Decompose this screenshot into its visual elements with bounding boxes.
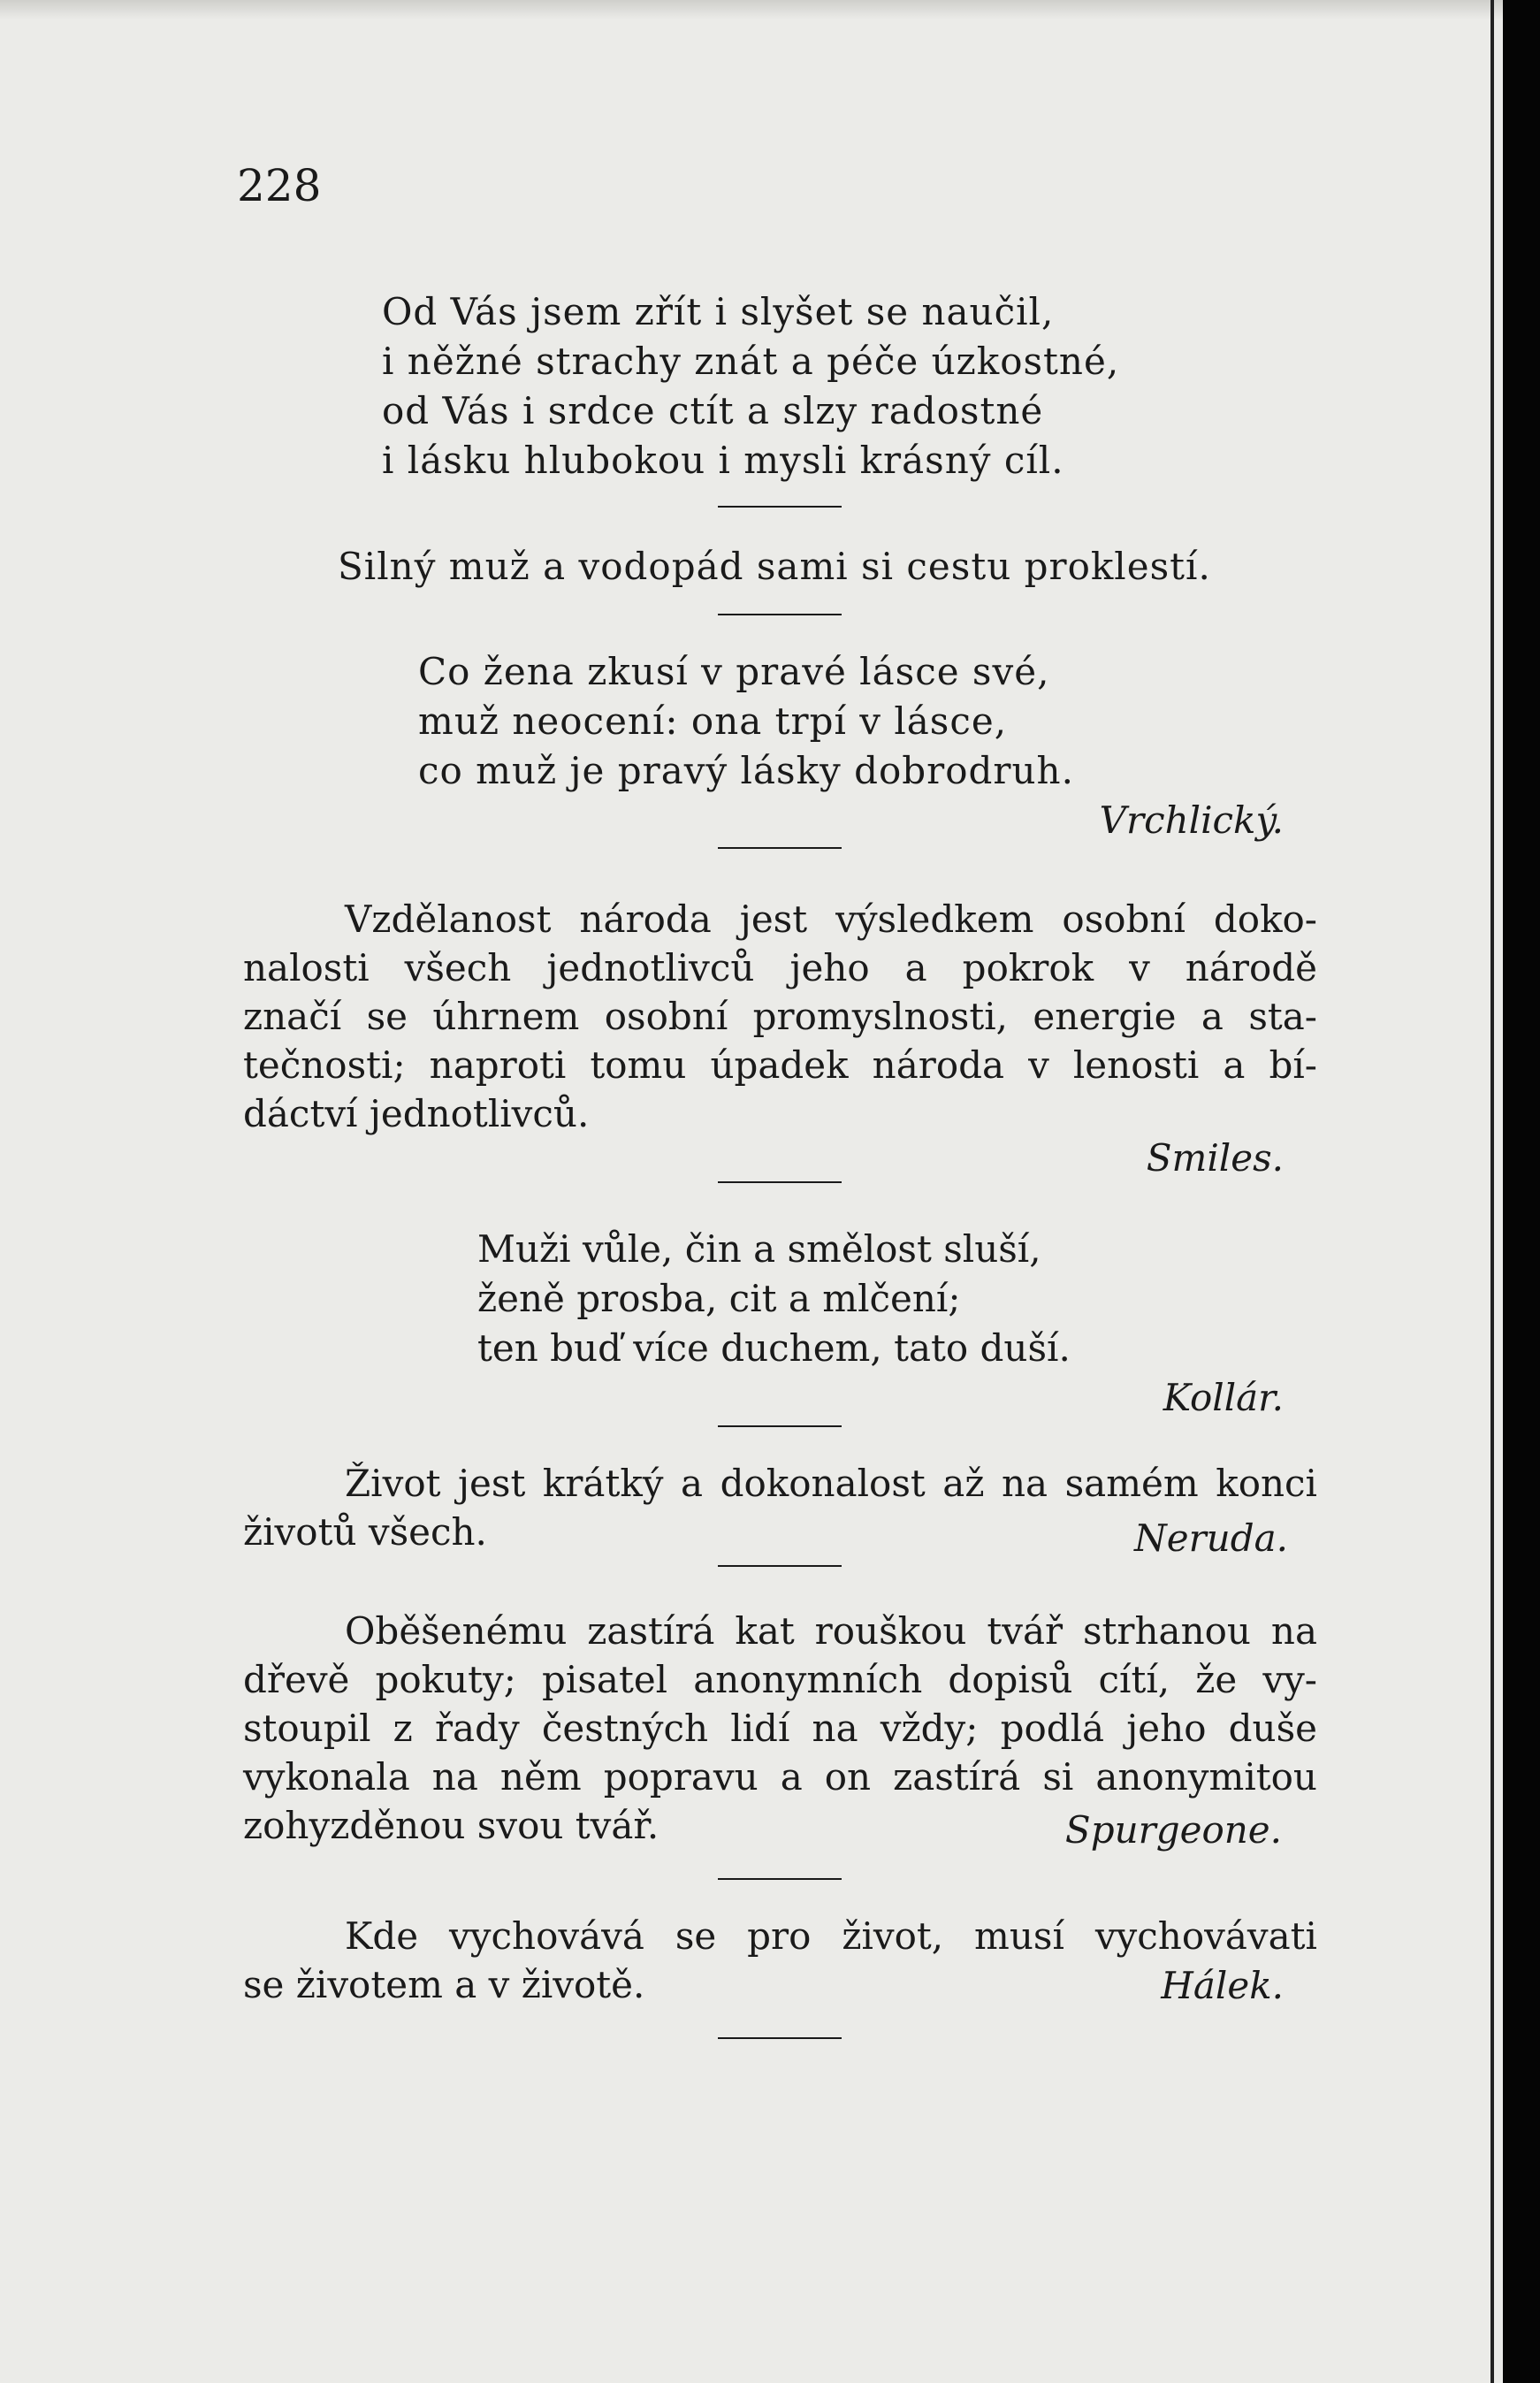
stanza-3-line: Co žena zkusí v pravé lásce své, bbox=[418, 650, 1050, 693]
stanza-1-line: i něžné strachy znát a péče úzkostné, bbox=[382, 340, 1120, 383]
paragraph-4 bbox=[243, 895, 1317, 1138]
stanza-1-line: Od Vás jsem zřít i slyšet se naučil, bbox=[382, 290, 1055, 333]
paragraph-line: Oběšenému zastírá kat rouškou tvář strhanou na bbox=[345, 1609, 1317, 1653]
stanza-5-line: ten buď více duchem, tato duší. bbox=[477, 1326, 1071, 1370]
paragraph-line: tečnosti; naproti tomu úpadek národa v lenosti a bí- bbox=[243, 1043, 1317, 1087]
paragraph-8 bbox=[243, 1912, 1317, 2009]
separator-rule bbox=[718, 1565, 842, 1567]
separator-rule bbox=[718, 2037, 842, 2039]
paragraph-line: stoupil z řady čestných lidí na vždy; podlá jeho duše bbox=[243, 1707, 1317, 1750]
paragraph-line: Život jest krátký a dokonalost až na samém konci bbox=[345, 1462, 1317, 1505]
paragraph-line: zohyzděnou svou tvář. bbox=[243, 1804, 659, 1847]
stanza-1 bbox=[382, 287, 1119, 485]
stanza-3-line: muž neocení: ona trpí v lásce, bbox=[418, 699, 1008, 743]
separator-rule bbox=[718, 614, 842, 615]
paragraph-line: životů všech. bbox=[243, 1510, 487, 1554]
separator-rule bbox=[718, 1878, 842, 1880]
paragraph-line: Vzdělanost národa jest výsledkem osobní doko- bbox=[345, 897, 1317, 941]
author-vrchlicky: Vrchlický. bbox=[1099, 798, 1284, 842]
paragraph-line: nalosti všech jednotlivců jeho a pokrok v národě bbox=[243, 946, 1317, 989]
separator-rule bbox=[718, 847, 842, 849]
paragraph-line: dáctví jednotlivců. bbox=[243, 1092, 590, 1135]
paragraph-line: značí se úhrnem osobní promyslnosti, energie a sta- bbox=[243, 995, 1317, 1038]
page-top-shadow bbox=[0, 0, 1540, 19]
paragraph-line: se životem a v životě. bbox=[243, 1963, 645, 2006]
page-edge-line bbox=[1490, 0, 1494, 2383]
page-binding-edge bbox=[1503, 0, 1540, 2383]
stanza-1-line: od Vás i srdce ctít a slzy radostné bbox=[382, 389, 1044, 432]
paragraph-line: Kde vychovává se pro život, musí vychovávati bbox=[345, 1914, 1317, 1958]
quote-2-line: Silný muž a vodopád sami si cestu proklestí. bbox=[338, 545, 1211, 588]
stanza-1-line: i lásku hlubokou i mysli krásný cíl. bbox=[382, 439, 1064, 482]
page-number: 228 bbox=[237, 160, 322, 211]
separator-rule bbox=[718, 1181, 842, 1183]
paragraph-line: vykonala na něm popravu a on zastírá si anonymitou bbox=[243, 1755, 1317, 1799]
author-spurgeone: Spurgeone. bbox=[1064, 1808, 1282, 1852]
separator-rule bbox=[718, 1425, 842, 1427]
author-kollar: Kollár. bbox=[1163, 1376, 1284, 1419]
stanza-3-line: co muž je pravý lásky dobrodruh. bbox=[418, 749, 1074, 792]
paragraph-line: dřevě pokuty; pisatel anonymních dopisů cítí, že vy- bbox=[243, 1658, 1317, 1701]
author-neruda: Neruda. bbox=[1133, 1516, 1288, 1560]
separator-rule bbox=[718, 506, 842, 508]
stanza-5-line: Muži vůle, čin a smělost sluší, bbox=[477, 1227, 1041, 1271]
stanza-5-line: ženě prosba, cit a mlčení; bbox=[477, 1277, 961, 1320]
stanza-3 bbox=[418, 647, 1074, 796]
quote-2 bbox=[338, 542, 1211, 592]
author-halek: Hálek. bbox=[1161, 1964, 1284, 2007]
stanza-5 bbox=[477, 1225, 1071, 1373]
author-smiles: Smiles. bbox=[1146, 1136, 1284, 1180]
